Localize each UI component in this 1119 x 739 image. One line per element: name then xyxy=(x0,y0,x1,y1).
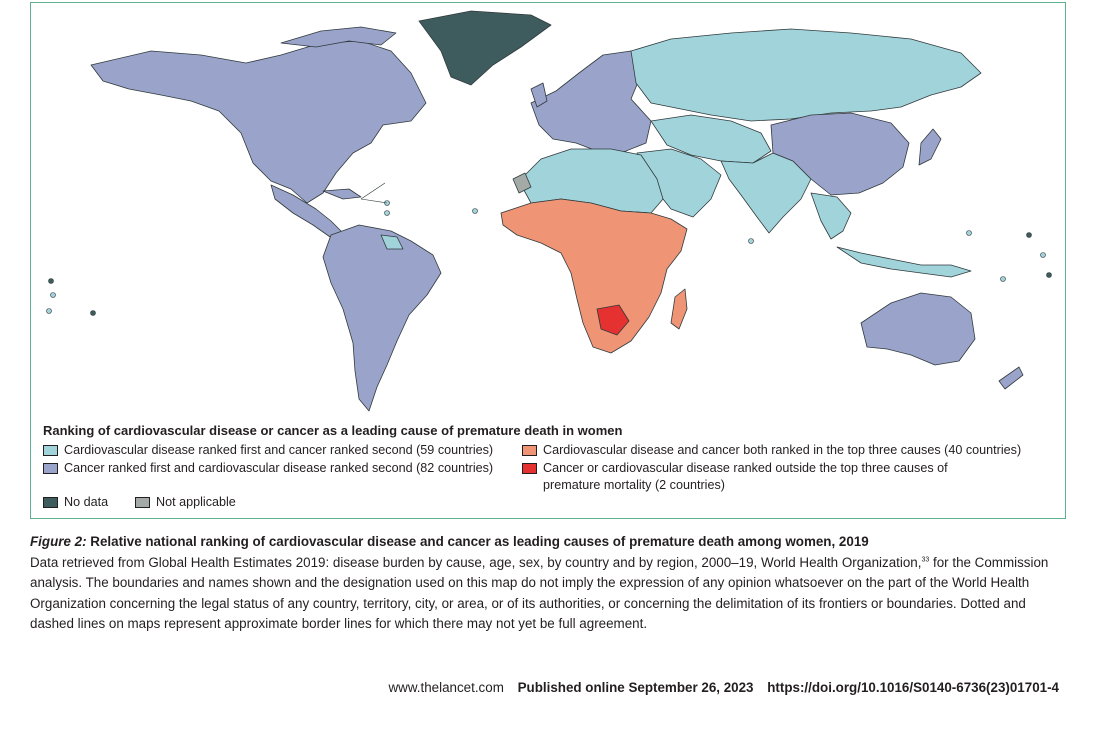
island-dot xyxy=(385,211,390,216)
region-russia xyxy=(631,29,981,121)
legend-items xyxy=(43,442,1053,512)
region-south-america xyxy=(323,225,441,411)
island-dot xyxy=(49,279,54,284)
legend-swatch-cvd-first xyxy=(43,445,58,456)
caption-body-end: for the Commission analysis. The boundaries and names shown and the designation used on this map do not imply the expression of any opinion whatsoever on the part of the World Health Organization concerning the legal status of any country, territory, city, or area, or of its authorities, or concerning the delimitation of its frontiers or boundaries. Dotted and dashed lines on maps represent approximate border lines for which there may not yet be full agreement. xyxy=(30,554,1049,631)
island-dot xyxy=(47,309,52,314)
island-dot xyxy=(967,231,972,236)
map-legend xyxy=(43,423,1053,512)
legend-item-cvd-first xyxy=(43,442,513,459)
callout-line xyxy=(361,183,385,199)
footer-published: Published online September 26, 2023 xyxy=(517,680,754,695)
legend-swatch-no-data xyxy=(43,497,58,508)
legend-swatch-cancer-first xyxy=(43,463,58,474)
region-madagascar xyxy=(671,289,687,329)
caption-title: Relative national ranking of cardiovascular disease and cancer as leading causes of premature death among women, 2019 xyxy=(90,534,869,549)
island-dot xyxy=(91,311,96,316)
island-dot xyxy=(1041,253,1046,258)
legend-item-cancer-first xyxy=(43,460,513,477)
legend-label: Cancer ranked first and cardiovascular disease ranked second (82 countries) xyxy=(64,461,494,475)
region-japan xyxy=(919,129,941,165)
region-north-america xyxy=(91,41,426,203)
figure-caption xyxy=(30,532,1070,635)
region-caribbean xyxy=(323,189,361,199)
legend-label: Cardiovascular disease and cancer both ranked in the top three causes (40 countries) xyxy=(543,443,1022,457)
caption-body xyxy=(30,553,1070,635)
legend-item-outside-top-three xyxy=(522,460,962,494)
region-greenland xyxy=(419,11,551,85)
region-australia xyxy=(861,293,975,365)
region-indonesia xyxy=(837,247,971,277)
region-sub-saharan-africa xyxy=(501,199,687,353)
legend-item-not-applicable xyxy=(135,494,236,511)
figure-panel xyxy=(30,2,1066,519)
legend-title: Ranking of cardiovascular disease or cancer as a leading cause of premature death in women xyxy=(43,423,623,438)
island-dot xyxy=(1027,233,1032,238)
island-dot xyxy=(473,209,478,214)
world-map xyxy=(31,3,1064,418)
caption-heading xyxy=(30,532,1070,553)
legend-label: Cancer or cardiovascular disease ranked outside the top three causes of premature mortality (2 countries) xyxy=(543,461,948,492)
callout-line xyxy=(361,199,387,203)
legend-swatch-not-applicable xyxy=(135,497,150,508)
footer-site-link[interactable]: www.thelancet.com xyxy=(388,680,504,695)
region-southeast-asia xyxy=(811,193,851,239)
legend-item-no-data xyxy=(43,494,108,511)
region-new-zealand xyxy=(999,367,1023,389)
island-dot xyxy=(749,239,754,244)
island-dot xyxy=(1001,277,1006,282)
legend-swatch-top-three xyxy=(522,445,537,456)
island-dot xyxy=(51,293,56,298)
footer-doi-link[interactable]: https://doi.org/10.1016/S0140-6736(23)01701-4 xyxy=(767,680,1059,695)
legend-label: No data xyxy=(64,495,109,509)
legend-label: Cardiovascular disease ranked first and cancer ranked second (59 countries) xyxy=(64,443,494,457)
legend-item-top-three xyxy=(522,442,1042,459)
figure-label: Figure 2: xyxy=(30,534,87,549)
island-dot xyxy=(1047,273,1052,278)
legend-label: Not applicable xyxy=(156,495,236,509)
caption-body-start: Data retrieved from Global Health Estimates 2019: disease burden by cause, age, sex, by country and by region, 2000–19, World Health Organization, xyxy=(30,554,922,570)
caption-reference: 33 xyxy=(921,556,930,564)
legend-swatch-outside-top-three xyxy=(522,463,537,474)
page-footer xyxy=(389,680,1060,695)
